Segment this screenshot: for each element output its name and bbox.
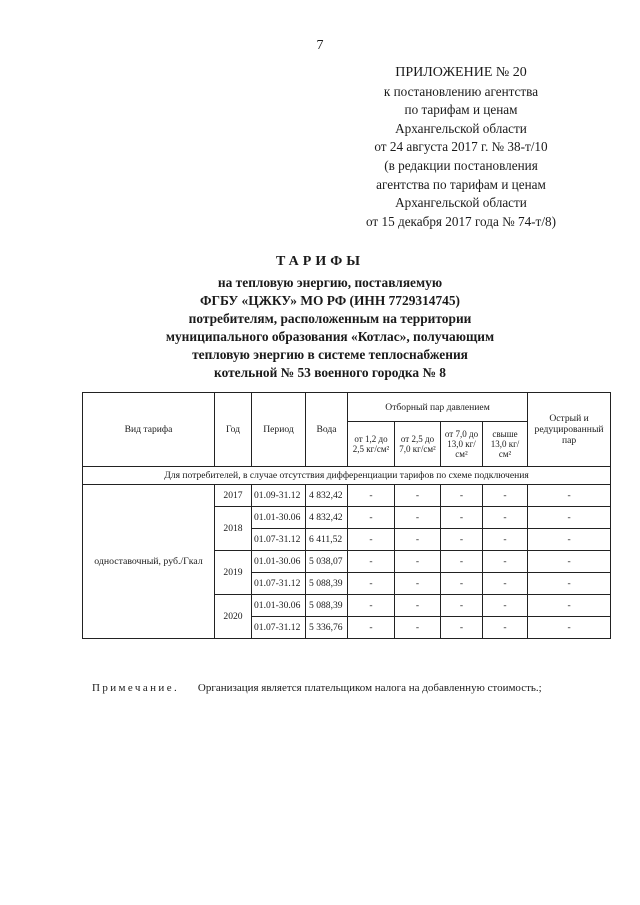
empty-cell: -	[528, 617, 611, 639]
header-tariff-kind: Вид тарифа	[83, 393, 215, 467]
empty-cell: -	[348, 507, 395, 529]
subtitle-line: потребителям, расположенным на территории	[188, 311, 472, 326]
appendix-block	[330, 64, 592, 231]
period-cell: 01.07-31.12	[252, 573, 306, 595]
empty-cell: -	[348, 485, 395, 507]
page-number: 7	[316, 38, 324, 53]
year-cell: 2020	[215, 595, 252, 639]
document-title: ТАРИФЫ	[276, 254, 364, 269]
appendix-line: от 24 августа 2017 г. № 38-т/10	[374, 139, 548, 155]
subtitle-line: на тепловую энергию, поставляемую	[217, 275, 443, 290]
empty-cell: -	[395, 485, 441, 507]
empty-cell: -	[395, 617, 441, 639]
subtitle-line: ФГБУ «ЦЖКУ» МО РФ (ИНН 7729314745)	[199, 293, 461, 308]
period-cell: 01.01-30.06	[252, 507, 306, 529]
water-cell: 5 336,76	[306, 617, 348, 639]
empty-cell: -	[348, 529, 395, 551]
empty-cell: -	[528, 595, 611, 617]
empty-cell: -	[528, 507, 611, 529]
empty-cell: -	[483, 617, 528, 639]
period-cell: 01.07-31.12	[252, 617, 306, 639]
appendix-line: от 15 декабря 2017 года № 74-т/8)	[366, 213, 556, 229]
subtitle-line: тепловую энергию в системе теплоснабжения	[192, 347, 468, 362]
subtitle-line: муниципального образования «Котлас», получающим	[165, 329, 495, 344]
appendix-line: (в редакции постановления	[384, 157, 538, 173]
empty-cell: -	[441, 595, 483, 617]
section-label: Для потребителей, в случае отсутствия дифференциации тарифов по схеме подключения	[83, 467, 611, 485]
empty-cell: -	[528, 485, 611, 507]
period-cell: 01.01-30.06	[252, 551, 306, 573]
year-cell: 2017	[215, 485, 252, 507]
water-cell: 4 832,42	[306, 485, 348, 507]
header-water: Вода	[306, 393, 348, 467]
header-period: Период	[252, 393, 306, 467]
tariff-kind-cell: одноставочный, руб./Гкал	[83, 485, 215, 639]
empty-cell: -	[528, 551, 611, 573]
header-pressure-3: от 7,0 до 13,0 кг/см²	[441, 422, 483, 467]
water-cell: 5 088,39	[306, 573, 348, 595]
water-cell: 6 411,52	[306, 529, 348, 551]
empty-cell: -	[528, 529, 611, 551]
header-pressure-4: свыше 13,0 кг/см²	[483, 422, 528, 467]
empty-cell: -	[348, 595, 395, 617]
empty-cell: -	[441, 529, 483, 551]
period-cell: 01.07-31.12	[252, 529, 306, 551]
note-text: Организация является плательщиком налога на добавленную стоимость.;	[197, 682, 542, 694]
appendix-line: агентства по тарифам и ценам	[376, 176, 546, 192]
note-label: Примечание.	[92, 682, 180, 694]
period-cell: 01.01-30.06	[252, 595, 306, 617]
year-cell: 2019	[215, 551, 252, 595]
tariff-table	[82, 392, 611, 639]
empty-cell: -	[395, 507, 441, 529]
empty-cell: -	[395, 595, 441, 617]
table-row	[83, 485, 611, 507]
empty-cell: -	[441, 507, 483, 529]
header-pressure-2: от 2,5 до 7,0 кг/см²	[395, 422, 441, 467]
appendix-line: к постановлению агентства	[383, 83, 539, 99]
document-subtitle	[150, 274, 510, 382]
period-cell: 01.09-31.12	[252, 485, 306, 507]
empty-cell: -	[483, 551, 528, 573]
water-cell: 5 088,39	[306, 595, 348, 617]
empty-cell: -	[441, 485, 483, 507]
note	[92, 682, 542, 694]
header-year: Год	[215, 393, 252, 467]
empty-cell: -	[395, 573, 441, 595]
water-cell: 4 832,42	[306, 507, 348, 529]
empty-cell: -	[483, 485, 528, 507]
subtitle-line: котельной № 53 военного городка № 8	[214, 365, 446, 380]
empty-cell: -	[528, 573, 611, 595]
header-sharp-steam: Острый и редуцированный пар	[528, 393, 611, 467]
empty-cell: -	[348, 617, 395, 639]
appendix-line: Архангельской области	[395, 120, 527, 136]
appendix-title: ПРИЛОЖЕНИЕ № 20	[395, 65, 527, 80]
appendix-line: Архангельской области	[395, 195, 527, 211]
empty-cell: -	[441, 551, 483, 573]
empty-cell: -	[395, 551, 441, 573]
header-selected-steam: Отборный пар давлением	[348, 393, 528, 422]
empty-cell: -	[348, 573, 395, 595]
empty-cell: -	[483, 529, 528, 551]
appendix-line: по тарифам и ценам	[404, 102, 518, 118]
header-pressure-1: от 1,2 до 2,5 кг/см²	[348, 422, 395, 467]
empty-cell: -	[441, 617, 483, 639]
year-cell: 2018	[215, 507, 252, 551]
empty-cell: -	[483, 573, 528, 595]
water-cell: 5 038,07	[306, 551, 348, 573]
empty-cell: -	[483, 595, 528, 617]
empty-cell: -	[483, 507, 528, 529]
empty-cell: -	[441, 573, 483, 595]
empty-cell: -	[348, 551, 395, 573]
empty-cell: -	[395, 529, 441, 551]
